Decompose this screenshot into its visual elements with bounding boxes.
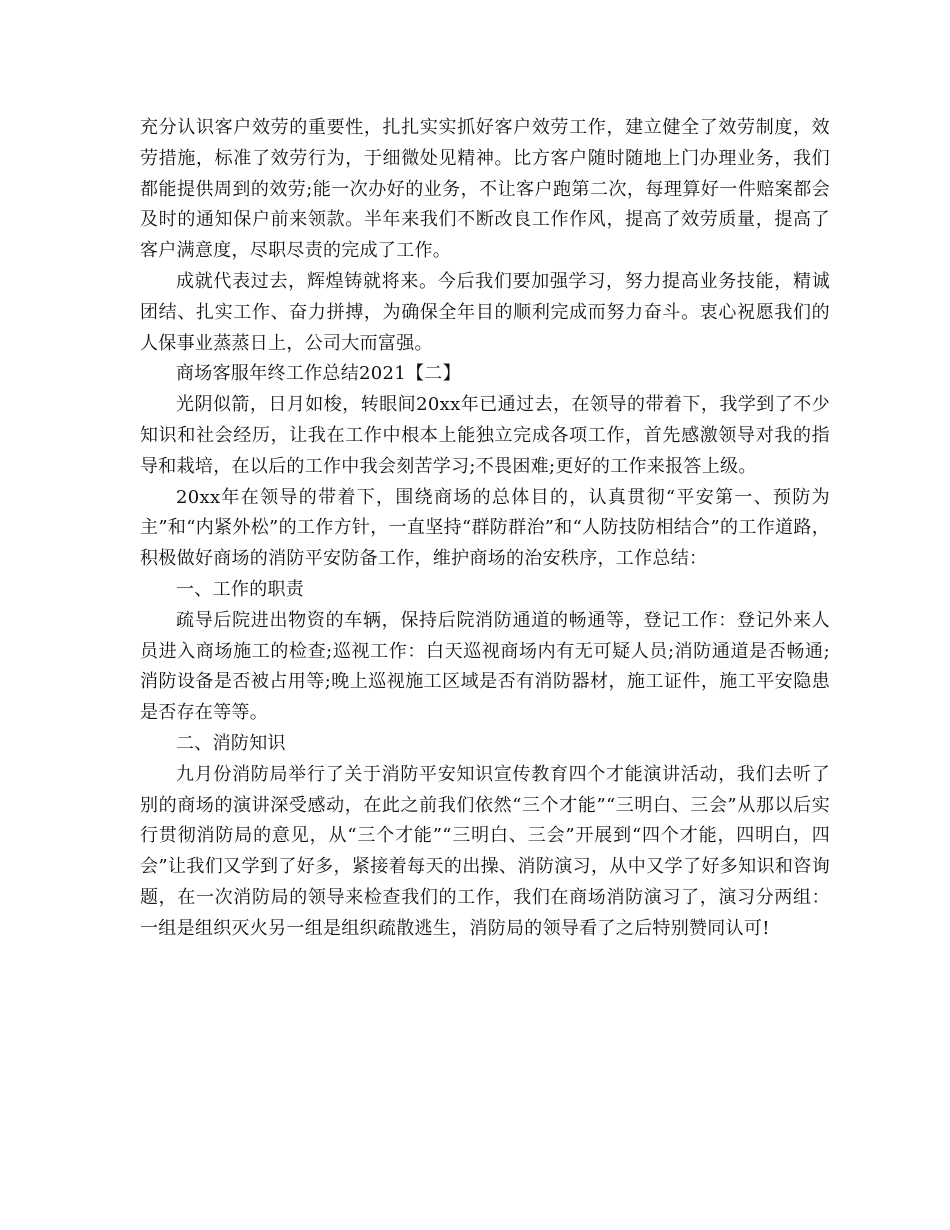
paragraph-duties: 疏导后院进出物资的车辆，保持后院消防通道的畅通等，登记工作：登记外来人员进入商场施工的检查;巡视工作：白天巡视商场内有无可疑人员;消防通道是否畅通;消防设备是否被占用等;晚上巡视施工区域是否有消防器材，施工证件，施工平安隐患是否存在等等。: [140, 609, 830, 724]
paragraph-policy: 20xx年在领导的带着下，围绕商场的总体目的，认真贯彻“平安第一、预防为主”和“内紧外松”的工作方针，一直坚持“群防群治”和“人防技防相结合”的工作道路，积极做好商场的消防平安防备工作，维护商场的治安秩序，工作总结：: [140, 486, 830, 570]
subheading-fire-knowledge: 二、消防知识: [176, 732, 286, 754]
section-title: 商场客服年终工作总结2021【二】: [176, 363, 461, 385]
document-body: [140, 113, 830, 945]
paragraph-fire-knowledge: 九月份消防局举行了关于消防平安知识宣传教育四个才能演讲活动，我们去听了别的商场的演讲深受感动，在此之前我们依然“三个才能”“三明白、三会”从那以后实行贯彻消防局的意见，从“三个才能”“三明白、三会”开展到“四个才能，四明白，四会”让我们又学到了好多，紧接着每天的出操、消防演习，从中又学了好多知识和咨询题，在一次消防局的领导来检查我们的工作，我们在商场消防演习了，演习分两组：一组是组织灭火另一组是组织疏散逃生，消防局的领导看了之后特别赞同认可!: [140, 763, 830, 939]
paragraph-continuation: 充分认识客户效劳的重要性，扎扎实实抓好客户效劳工作，建立健全了效劳制度，效劳措施，标准了效劳行为，于细微处见精神。比方客户随时随地上门办理业务，我们都能提供周到的效劳;能一次办好的业务，不让客户跑第二次，每理算好一件赔案都会及时的通知保户前来领款。半年来我们不断改良工作作风，提高了效劳质量，提高了客户满意度，尽职尽责的完成了工作。: [140, 117, 830, 262]
paragraph-achievements: 成就代表过去，辉煌铸就将来。今后我们要加强学习，努力提高业务技能，精诚团结、扎实工作、奋力拼搏，为确保全年目的顺利完成而努力奋斗。衷心祝愿我们的人保事业蒸蒸日上，公司大而富强。: [140, 270, 830, 354]
subheading-duties: 一、工作的职责: [176, 578, 305, 600]
paragraph-intro: 光阴似箭，日月如梭，转眼间20xx年已通过去，在领导的带着下，我学到了不少知识和社会经历，让我在工作中根本上能独立完成各项工作，首先感激领导对我的指导和栽培，在以后的工作中我会刻苦学习;不畏困难;更好的工作来报答上级。: [140, 394, 830, 477]
